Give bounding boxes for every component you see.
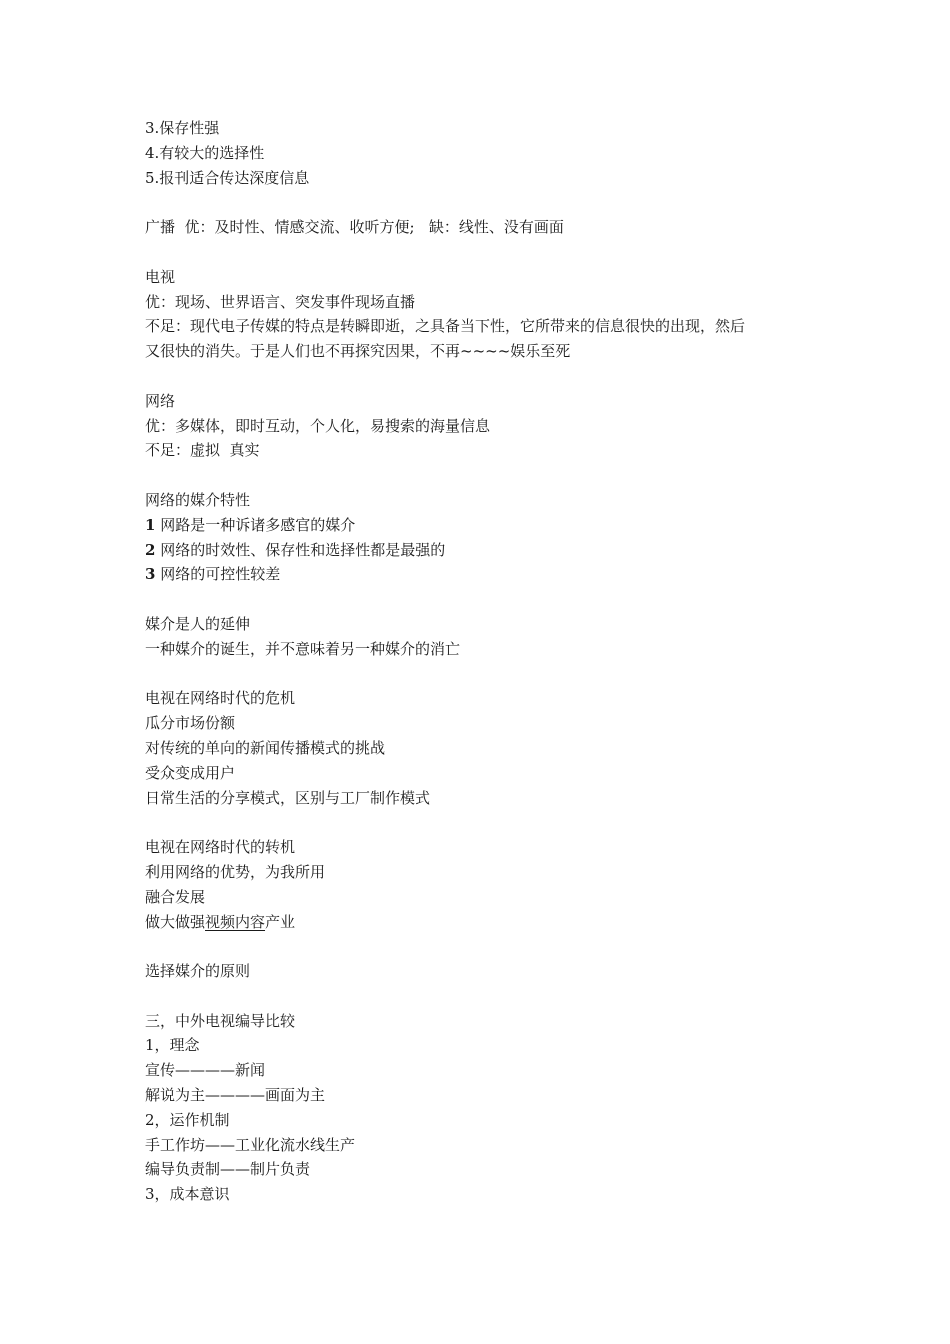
blank-line xyxy=(145,934,825,959)
blank-line xyxy=(145,240,825,265)
text-line: 优：现场、世界语言、突发事件现场直播 xyxy=(145,292,416,311)
section-heading: 三，中外电视编导比较 xyxy=(145,1011,296,1030)
section-heading: 网络 xyxy=(145,391,176,410)
section-heading: 电视在网络时代的危机 xyxy=(145,689,296,708)
blank-line xyxy=(145,463,825,488)
numbered-item xyxy=(145,538,825,563)
text-line: 5.报刊适合传达深度信息 xyxy=(145,168,310,187)
text-line: 日常生活的分享模式，区别与工厂制作模式 xyxy=(145,788,431,807)
item-number: 2 xyxy=(145,540,156,559)
blank-line xyxy=(145,190,825,215)
item-text: 网络的时效性、保存性和选择性都是最强的 xyxy=(155,540,446,559)
section-heading: 网络的媒介特性 xyxy=(145,490,251,509)
numbered-item xyxy=(145,513,825,538)
text-line: 不足：虚拟 真实 xyxy=(145,441,260,460)
text-line: 瓜分市场份额 xyxy=(145,714,236,733)
section-heading: 电视在网络时代的转机 xyxy=(145,838,296,857)
text-line: 手工作坊——工业化流水线生产 xyxy=(145,1135,356,1154)
text-line: 4.有较大的选择性 xyxy=(145,143,265,162)
blank-line xyxy=(145,662,825,687)
underlined-text-line xyxy=(145,910,825,935)
item-text: 网络的可控性较差 xyxy=(155,565,281,584)
section-heading: 电视 xyxy=(145,267,176,286)
item-number: 1 xyxy=(145,515,156,534)
text-line: 受众变成用户 xyxy=(145,763,236,782)
text-line: 编导负责制——制片负责 xyxy=(145,1160,311,1179)
text-line: 广播 优：及时性、情感交流、收听方便; 缺：线性、没有画面 xyxy=(145,218,564,237)
text-line: 宣传————新闻 xyxy=(145,1061,266,1080)
section-heading: 选择媒介的原则 xyxy=(145,962,251,981)
text-line: 不足：现代电子传媒的特点是转瞬即逝，之具备当下性，它所带来的信息很快的出现，然后 xyxy=(145,317,746,336)
numbered-item xyxy=(145,562,825,587)
blank-line xyxy=(145,984,825,1009)
text-line: 对传统的单向的新闻传播模式的挑战 xyxy=(145,738,386,757)
text-before-underline: 做大做强 xyxy=(145,912,206,931)
underlined-text: 视频内容 xyxy=(205,912,266,931)
text-line: 2，运作机制 xyxy=(145,1110,230,1129)
item-text: 网路是一种诉诸多感官的媒介 xyxy=(155,515,356,534)
text-line: 1，理念 xyxy=(145,1036,200,1055)
text-after-underline: 产业 xyxy=(265,912,296,931)
text-line: 3，成本意识 xyxy=(145,1185,230,1204)
item-number: 3 xyxy=(145,565,156,584)
text-line: 一种媒介的诞生，并不意味着另一种媒介的消亡 xyxy=(145,639,461,658)
text-line: 融合发展 xyxy=(145,887,206,906)
text-line: 3.保存性强 xyxy=(145,119,220,137)
blank-line xyxy=(145,587,825,612)
text-line: 解说为主————画面为主 xyxy=(145,1086,326,1105)
section-heading: 媒介是人的延伸 xyxy=(145,614,251,633)
text-line: 优：多媒体，即时互动，个人化，易搜索的海量信息 xyxy=(145,416,491,435)
text-line: 又很快的消失。于是人们也不再探究因果，不再~~~~娱乐至死 xyxy=(145,342,571,361)
text-line: 利用网络的优势，为我所用 xyxy=(145,862,326,881)
blank-line xyxy=(145,810,825,835)
document-body xyxy=(145,116,825,1207)
blank-line xyxy=(145,364,825,389)
